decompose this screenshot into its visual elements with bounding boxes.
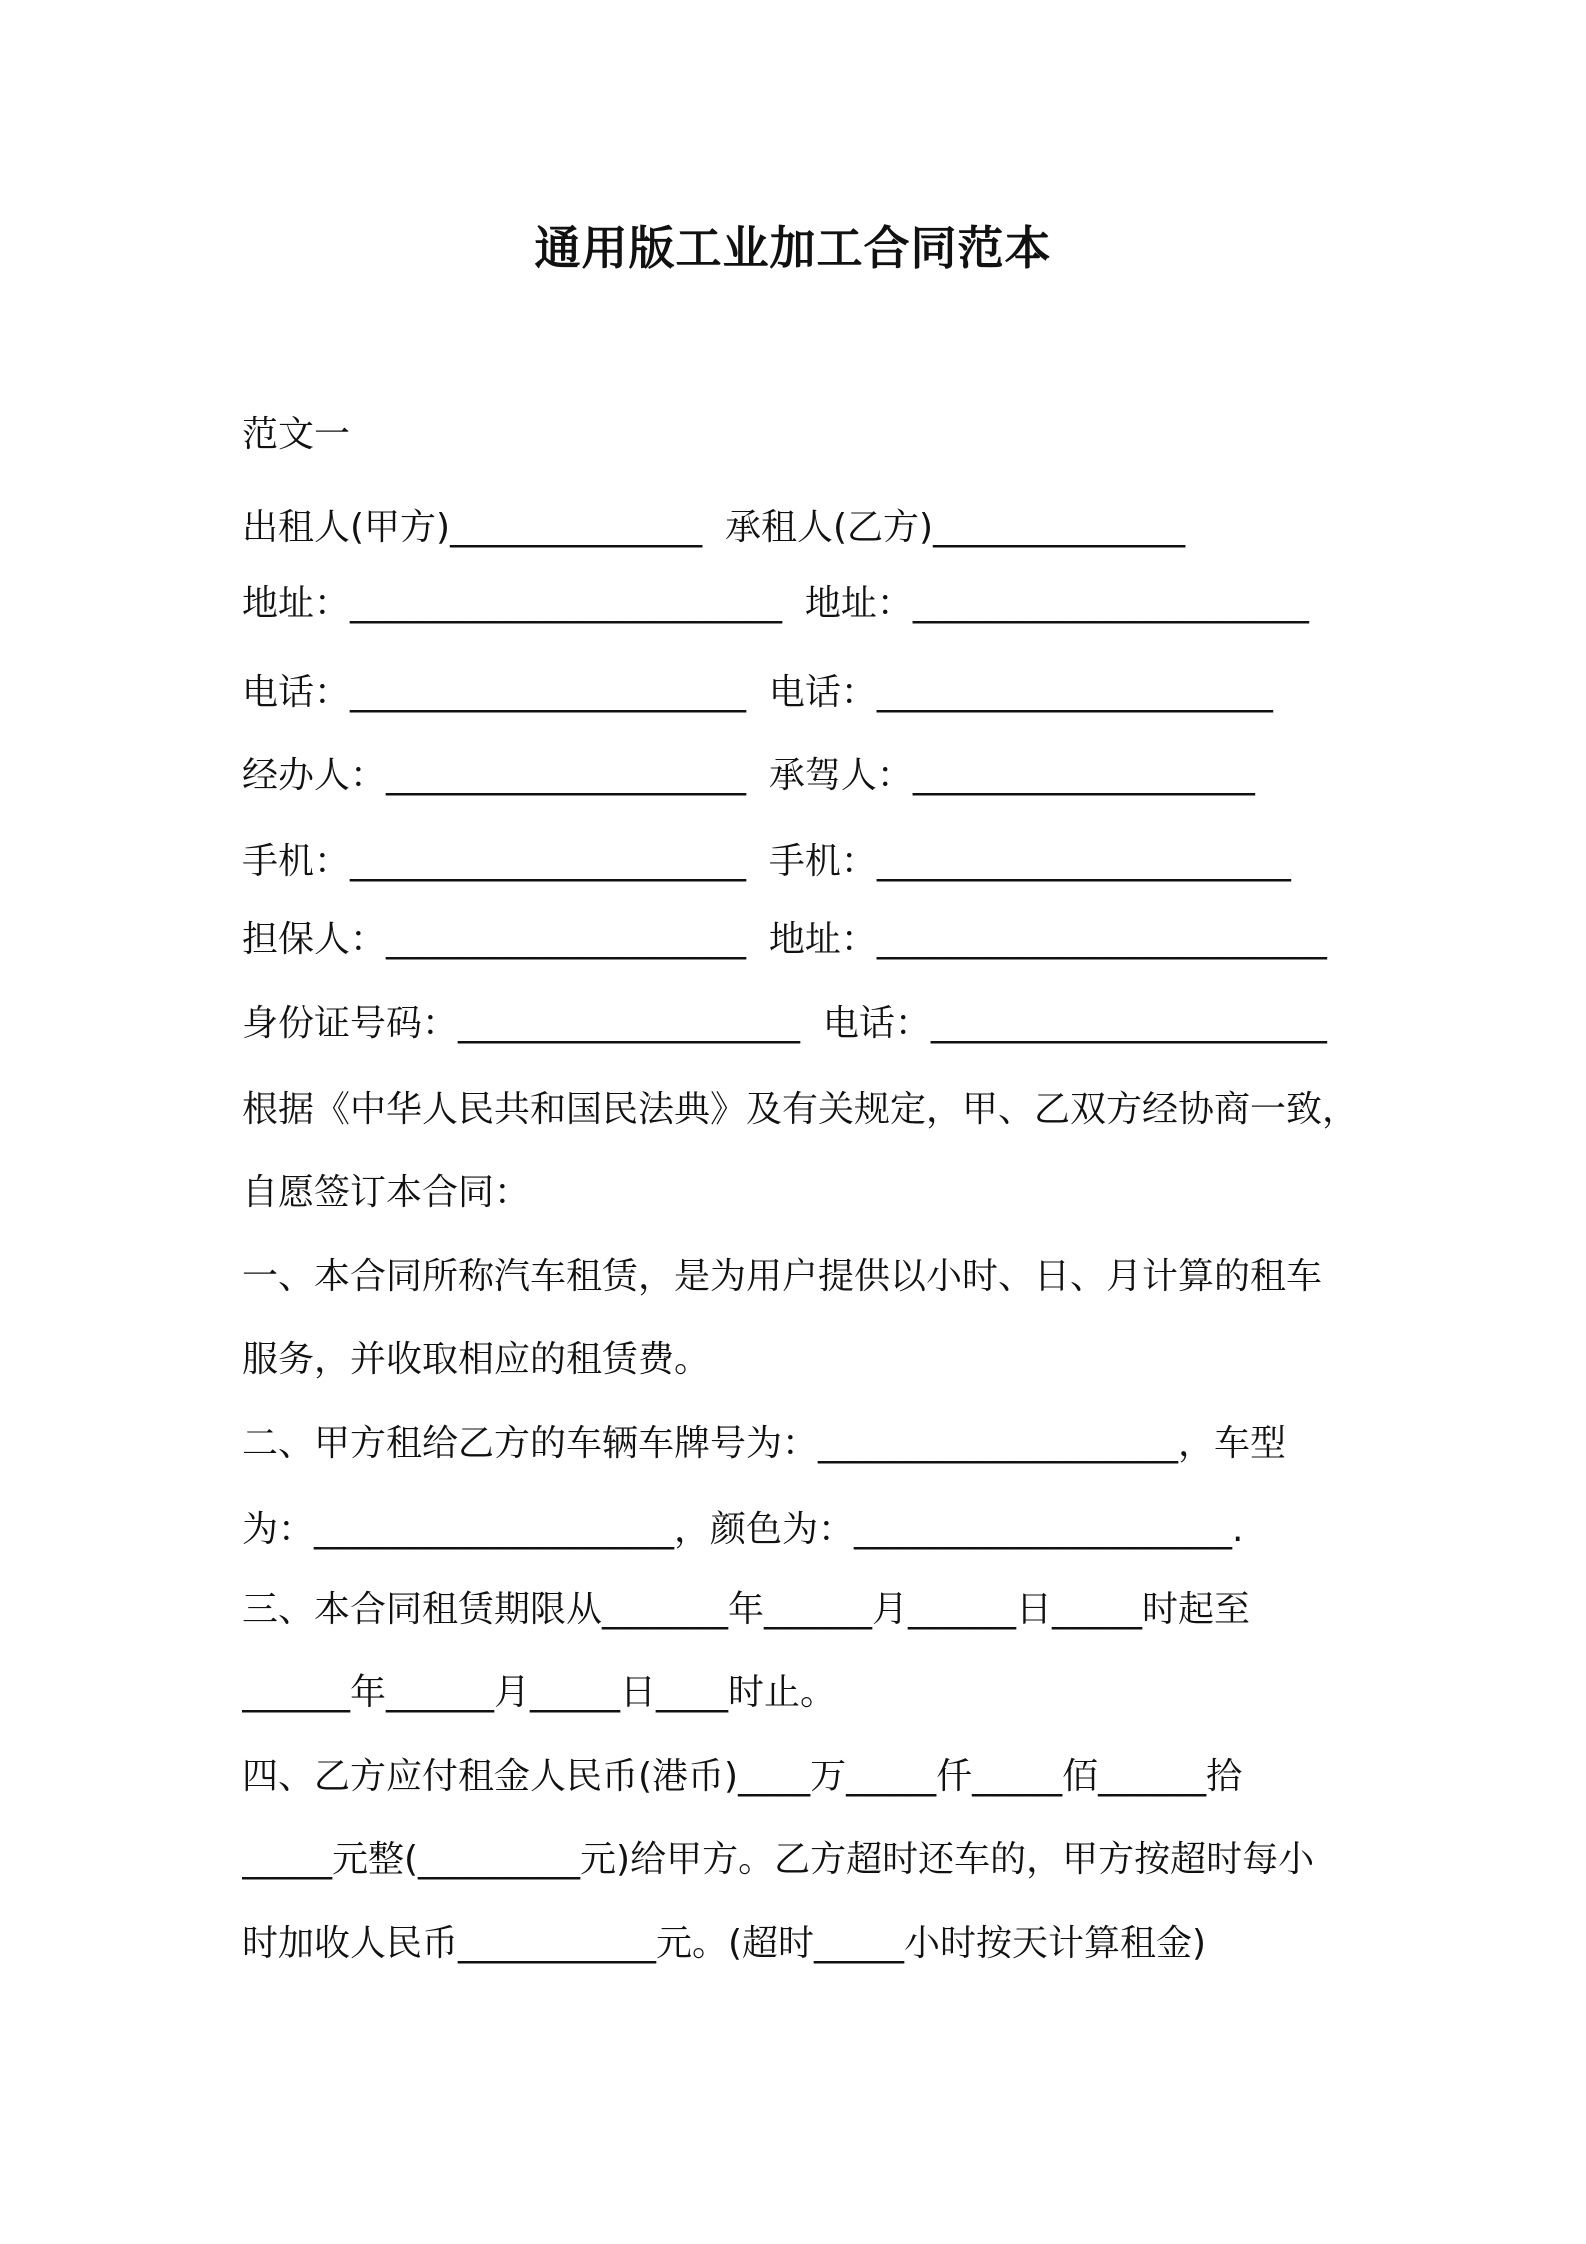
guarantor-line: 担保人：____________________ 地址：_________________________ <box>242 919 1327 960</box>
clause-4-line-2: _____元整(_________元)给甲方。乙方超时还车的，甲方按超时每小 <box>242 1839 1315 1880</box>
preamble-line-1: 根据《中华人民共和国民法典》及有关规定，甲、乙双方经协商一致， <box>242 1089 1359 1130</box>
clause-1-line-2: 服务，并收取相应的租赁费。 <box>242 1339 711 1380</box>
clause-2-line-1: 二、甲方租给乙方的车辆车牌号为：____________________，车型 <box>242 1423 1287 1464</box>
phone-line: 电话：______________________ 电话：______________________ <box>242 672 1273 713</box>
clause-1-line-1: 一、本合同所称汽车租赁，是为用户提供以小时、日、月计算的租车 <box>242 1256 1323 1297</box>
clause-3-line-2: ______年______月_____日____时止。 <box>242 1672 837 1713</box>
clause-3-line-1: 三、本合同租赁期限从_______年______月______日_____时起至 <box>242 1589 1251 1630</box>
clause-4-line-3: 时加收人民币___________元。(超时_____小时按天计算租金) <box>242 1923 1207 1964</box>
clause-2-line-2: 为：____________________，颜色为：_____________________. <box>242 1509 1244 1550</box>
party-line-lessor-lessee: 出租人(甲方)______________ 承租人(乙方)______________ <box>242 507 1186 548</box>
clause-4-line-1: 四、乙方应付租金人民币(港币)____万_____仟_____佰______拾 <box>242 1756 1243 1797</box>
mobile-line: 手机：______________________ 手机：_______________________ <box>242 841 1291 882</box>
preamble-line-2: 自愿签订本合同： <box>242 1172 531 1213</box>
section-label: 范文一 <box>242 414 351 455</box>
agent-driver-line: 经办人：____________________ 承驾人：___________________ <box>242 755 1255 796</box>
id-number-line: 身份证号码：___________________ 电话：______________________ <box>242 1003 1327 1044</box>
address-line: 地址：________________________ 地址：______________________ <box>242 583 1309 624</box>
document-title: 通用版工业加工合同范本 <box>534 221 1052 275</box>
